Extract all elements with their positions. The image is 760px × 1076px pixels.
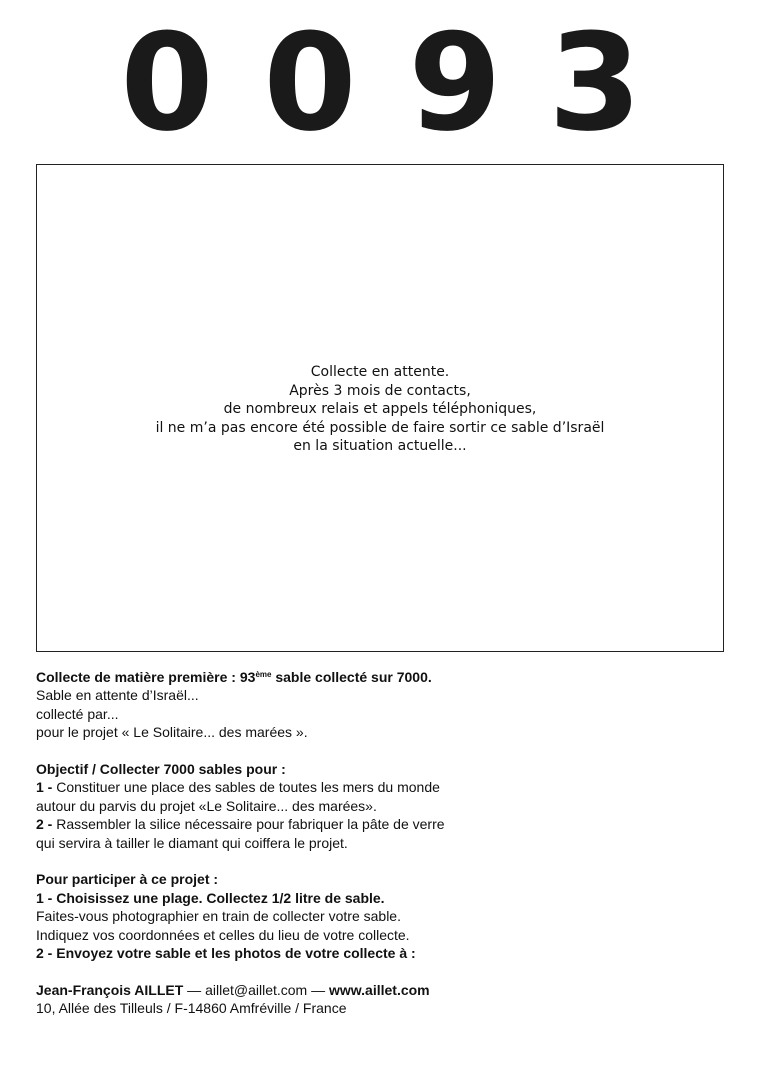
text-line: Faites-vous photographier en train de collecter votre sable. [36,908,401,925]
text-line: Constituer une place des sables de toutes les mers du monde [56,779,440,796]
message-line: Après 3 mois de contacts, [289,382,471,399]
title-part: sable collecté sur 7000. [271,669,432,685]
step-number: 1 - [36,779,57,796]
step-2: 2 - Envoyez votre sable et les photos de votre collecte à : [36,945,416,962]
step-number: 2 - [36,816,57,833]
contact-email[interactable]: aillet@aillet.com [205,981,308,998]
photo-placeholder-box [36,164,724,652]
description [36,668,445,1018]
digit: 0 [263,5,357,161]
step-1: 1 - Choisissez une plage. Collectez 1/2 litre de sable. [36,889,385,906]
message-line: il ne m’a pas encore été possible de faire sortir ce sable d’Israël [155,419,605,436]
digit: 3 [548,5,642,161]
text-line: Rassembler la silice nécessaire pour fabriquer la pâte de verre [56,816,445,833]
contact-line [36,981,445,999]
text-line: pour le projet « Le Solitaire... des marées ». [36,724,308,741]
contact-address: 10, Allée des Tilleuls / F-14860 Amfréville / France [36,1000,347,1017]
contact-website[interactable]: www.aillet.com [329,981,430,998]
separator: — [307,981,329,998]
participer-title: Pour participer à ce projet : [36,871,219,888]
digit: 9 [408,5,502,161]
text-line: qui servira à tailler le diamant qui coiffera le projet. [36,834,348,851]
superscript: ème [255,670,272,679]
collecte-title [36,668,445,686]
sand-number [0,5,760,161]
text-line: autour du parvis du projet «Le Solitaire... des marées». [36,797,377,814]
message-line: de nombreux relais et appels téléphoniques, [223,401,537,417]
message-line: Collecte en attente. [310,364,450,380]
title-part: Collecte de matière première : 93 [36,669,256,685]
text-line: Indiquez vos coordonnées et celles du lieu de votre collecte. [36,926,410,943]
objectif-title: Objectif / Collecter 7000 sables pour : [36,761,286,778]
placeholder-message [37,363,723,456]
separator: — [183,981,206,998]
contact-name: Jean-François AILLET [36,981,184,998]
text-line: Sable en attente d’Israël... [36,687,199,704]
digit: 0 [120,5,214,161]
message-line: en la situation actuelle... [293,438,467,454]
text-line: collecté par... [36,705,119,722]
